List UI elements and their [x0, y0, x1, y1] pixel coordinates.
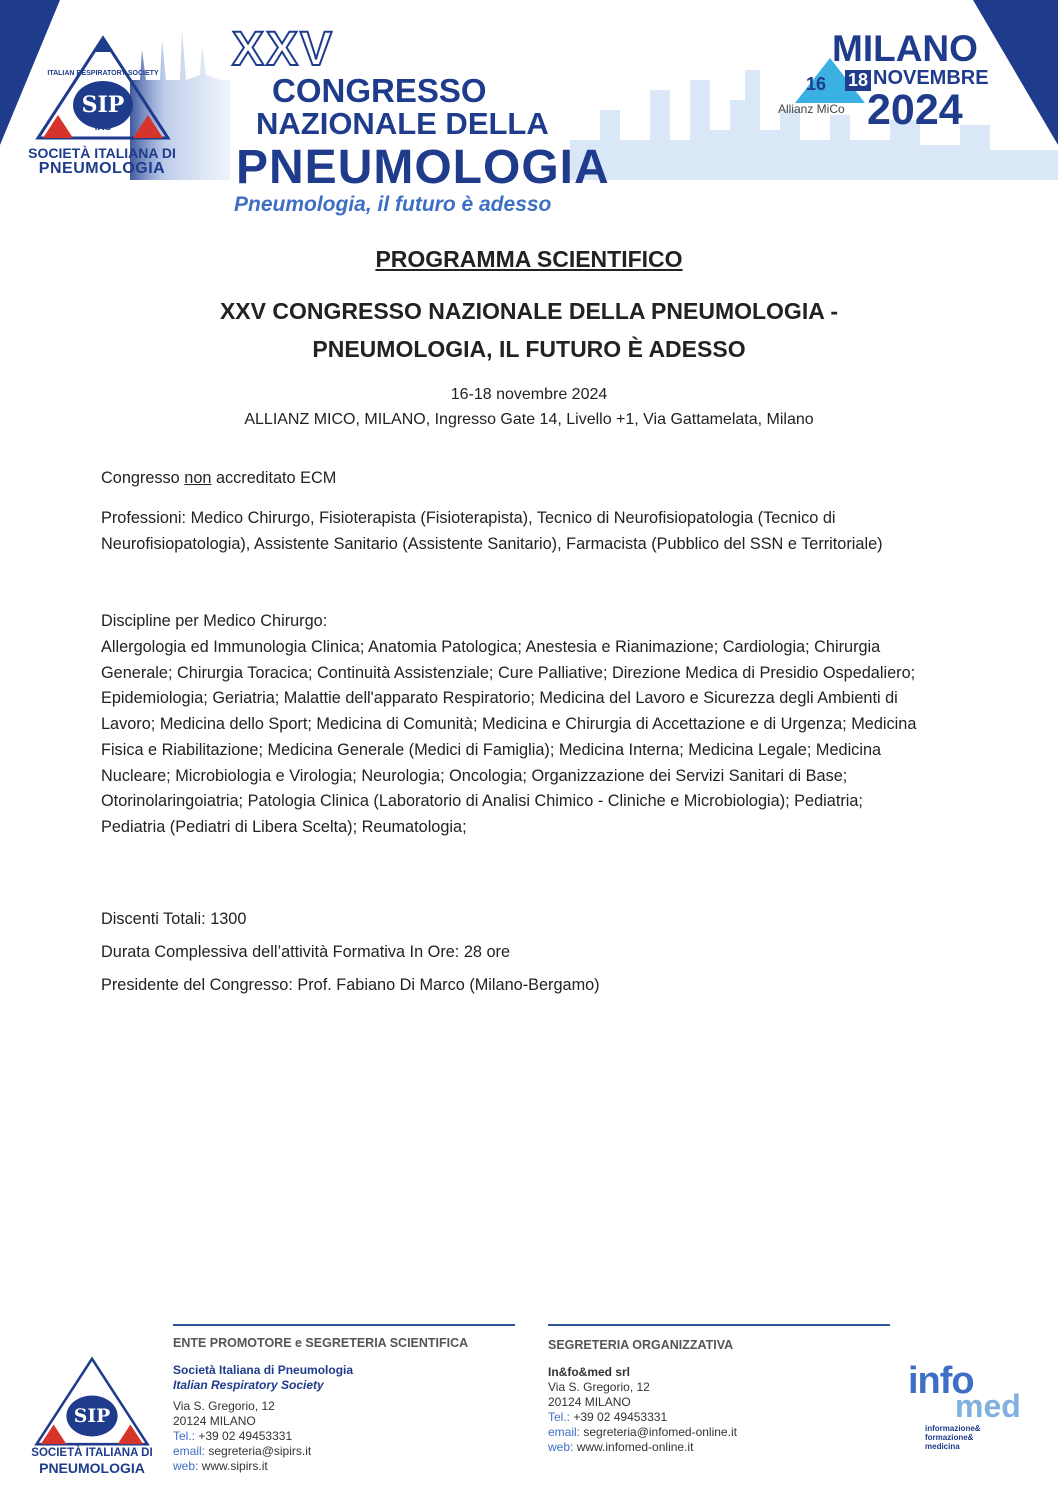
footer-promoter-address2: 20124 MILANO: [173, 1414, 256, 1428]
ecm-status-non: non: [184, 469, 212, 487]
training-duration: Durata Complessiva dell’attività Formativa In Ore: 28 ore: [101, 943, 511, 961]
sip-logo-name: PNEUMOLOGIA: [38, 160, 166, 177]
infomed-logo-small-3: medicina: [925, 1442, 960, 1451]
banner-roman-numeral: XXV: [232, 23, 335, 76]
footer-promoter-block: [173, 1336, 513, 1474]
footer-organizer-tel-value: +39 02 49453331: [570, 1410, 668, 1424]
infomed-logo-small-2: formazione&: [925, 1433, 974, 1442]
banner-title-line2: NAZIONALE DELLA: [256, 106, 549, 141]
footer-organizer-heading: SEGRETERIA ORGANIZZATIVA: [548, 1338, 734, 1352]
footer-promoter-email-link[interactable]: segreteria@sipirs.it: [205, 1444, 312, 1458]
footer-promoter-address1: Via S. Gregorio, 12: [173, 1399, 275, 1413]
banner-city: MILANO: [832, 28, 978, 69]
footer-promoter-web-label: web:: [173, 1459, 199, 1473]
infomed-logo-small-1: informazione&: [925, 1424, 981, 1433]
program-heading-text: PROGRAMMA SCIENTIFICO: [375, 246, 683, 272]
footer-organizer-block: [548, 1338, 888, 1455]
sip-logo-abbr: SIP: [81, 92, 125, 118]
footer-promoter-email[interactable]: [173, 1444, 513, 1459]
footer-promoter-tel-value: +39 02 49453331: [195, 1429, 293, 1443]
footer-organizer-web[interactable]: [548, 1440, 888, 1455]
ecm-status-post: accreditato ECM: [211, 469, 337, 487]
header-banner: [0, 0, 1058, 225]
banner-month: NOVEMBRE: [873, 67, 989, 89]
congress-title-line2: PNEUMOLOGIA, IL FUTURO È ADESSO: [312, 336, 746, 362]
footer-organizer-tel: [548, 1410, 888, 1425]
infomed-logo-small: [925, 1424, 981, 1451]
footer-organizer-web-label: web:: [548, 1440, 574, 1454]
footer-sip-society: SOCIETÀ ITALIANA DI: [31, 1447, 153, 1459]
footer-promoter-web-link[interactable]: www.sipirs.it: [198, 1459, 268, 1473]
sip-logo-society: SOCIETÀ ITALIANA DI: [28, 145, 176, 161]
banner-year: 2024: [867, 86, 963, 134]
congress-location: ALLIANZ MICO, MILANO, Ingresso Gate 14, Livello +1, Via Gattamelata, Milano: [244, 411, 814, 428]
footer-promoter-name-en: Italian Respiratory Society: [173, 1378, 324, 1392]
sip-logo-ring-text: ITALIAN RESPIRATORY SOCIETY: [47, 70, 159, 77]
sip-logo-sub: IRS: [94, 122, 112, 133]
total-learners: Discenti Totali: 1300: [101, 910, 247, 928]
banner-day-end: 18: [845, 70, 871, 91]
footer-organizer-name: In&fo&med srl: [548, 1365, 631, 1379]
footer-organizer-address2: 20124 MILANO: [548, 1395, 631, 1409]
congress-dates: 16-18 novembre 2024: [450, 386, 608, 403]
footer-organizer-web-link[interactable]: www.infomed-online.it: [573, 1440, 694, 1454]
footer-organizer-email-label: email:: [548, 1425, 581, 1439]
footer-promoter-web[interactable]: [173, 1459, 513, 1474]
footer-sip-logo-abbr: SIP: [73, 1404, 111, 1427]
footer-organizer-address1: Via S. Gregorio, 12: [548, 1380, 650, 1394]
footer-organizer-email-link[interactable]: segreteria@infomed-online.it: [580, 1425, 737, 1439]
footer-organizer-email[interactable]: [548, 1425, 888, 1440]
footer-organizer-tel-label: Tel.:: [548, 1410, 571, 1424]
banner-title-line3: PNEUMOLOGIA: [236, 141, 610, 194]
banner-title-line1: CONGRESSO: [272, 72, 487, 109]
banner-day-start: 16: [806, 74, 827, 94]
ecm-status-pre: Congresso: [101, 469, 185, 487]
professions-paragraph: Professioni: Medico Chirurgo, Fisioterapista (Fisioterapista), Tecnico di Neurofisiopatologia (Tecnico di Neurofisiopatologia), Assistente Sanitario (Assistente Sanitario), Farmacista (Pubblico del SSN e Territoriale): [101, 509, 883, 553]
congress-title-line1: XXV CONGRESSO NAZIONALE DELLA PNEUMOLOGIA -: [219, 298, 839, 324]
banner-venue: Allianz MiCo: [778, 102, 845, 116]
footer-promoter-tel: [173, 1429, 513, 1444]
disciplines-label: Discipline per Medico Chirurgo:: [101, 612, 328, 630]
disciplines-list: Allergologia ed Immunologia Clinica; Anatomia Patologica; Anestesia e Rianimazione; Cardiologia; Chirurgia Generale; Chirurgia Toracica; Continuità Assistenziale; Cure Palliative; Direzione Medica di Presidio Ospedaliero; Epidemiologia; Geriatria; Malattie dell'apparato Respiratorio; Medicina del Lavoro e Sicurezza degli Ambienti di Lavoro; Medicina dello Sport; Medicina di Comunità; Medicina e Chirurgia di Accettazione e di Urgenza; Medicina Fisica e Riabilitazione; Medicina Generale (Medici di Famiglia); Medicina Interna; Medicina Legale; Medicina Nucleare; Microbiologia e Virologia; Neurologia; Oncologia; Organizzazione dei Servizi Sanitari di Base; Otorinolaringoiatria; Patologia Clinica (Laboratorio di Analisi Chimico - Cliniche e Microbiologia); Pediatria; Pediatria (Pediatri di Libera Scelta); Reumatologia;: [101, 638, 917, 836]
banner-tagline: Pneumologia, il futuro è adesso: [234, 193, 552, 216]
footer-rule-right: [548, 1324, 890, 1326]
congress-president: Presidente del Congresso: Prof. Fabiano Di Marco (Milano-Bergamo): [101, 976, 600, 994]
footer-sip-name: PNEUMOLOGIA: [39, 1460, 145, 1476]
footer-promoter-name: Società Italiana di Pneumologia: [173, 1363, 354, 1377]
footer-promoter-heading: ENTE PROMOTORE e SEGRETERIA SCIENTIFICA: [173, 1336, 469, 1350]
infomed-logo-bottom: med: [955, 1388, 1021, 1424]
footer-promoter-tel-label: Tel.:: [173, 1429, 196, 1443]
program-heading: [0, 246, 1058, 273]
footer-promoter-email-label: email:: [173, 1444, 206, 1458]
ecm-status: [101, 466, 931, 492]
infomed-logo-top: info: [908, 1360, 974, 1402]
footer-rule-left: [173, 1324, 515, 1326]
